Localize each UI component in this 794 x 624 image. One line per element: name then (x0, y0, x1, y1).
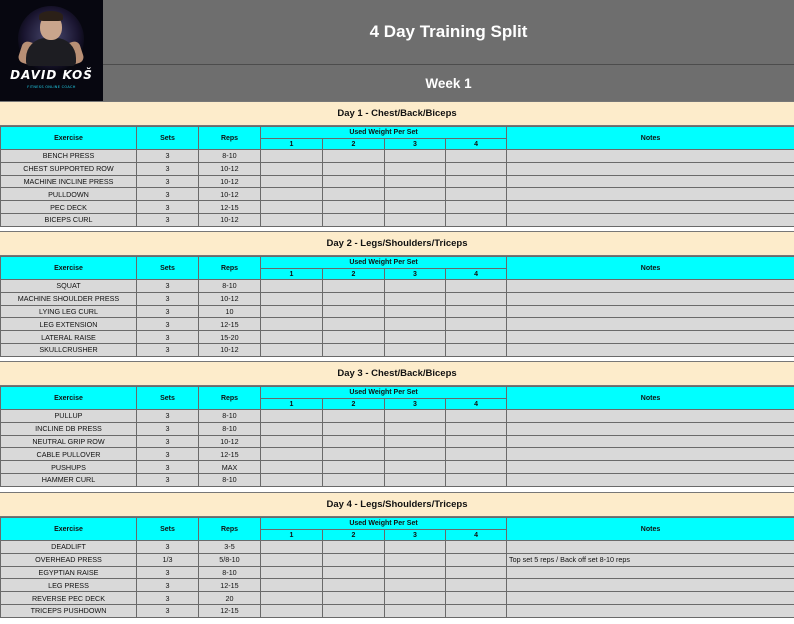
weight-cell-set-1[interactable] (261, 566, 323, 579)
notes-cell[interactable] (507, 213, 794, 226)
exercise-cell[interactable]: OVERHEAD PRESS (1, 553, 137, 566)
table-row (1, 318, 794, 331)
table-row (1, 410, 794, 423)
weight-cell-set-2[interactable] (323, 292, 385, 305)
reps-cell[interactable]: 10-12 (199, 435, 261, 448)
table-row (1, 553, 794, 566)
logo-name: DAVID KOŠ (10, 68, 93, 82)
sets-cell[interactable]: 3 (137, 410, 199, 423)
weight-cell-set-4[interactable] (446, 410, 507, 423)
weight-cell-set-1[interactable] (261, 201, 323, 214)
weight-cell-set-3[interactable] (385, 410, 446, 423)
weight-cell-set-2[interactable] (323, 188, 385, 201)
notes-cell[interactable] (507, 318, 794, 331)
weight-cell-set-1[interactable] (261, 292, 323, 305)
weight-cell-set-4[interactable] (446, 566, 507, 579)
reps-cell[interactable]: 10-12 (199, 343, 261, 356)
notes-cell[interactable] (507, 592, 794, 605)
reps-cell[interactable]: 10-12 (199, 188, 261, 201)
sets-cell[interactable]: 3 (137, 579, 199, 592)
reps-cell[interactable]: 3-5 (199, 541, 261, 554)
sets-cell[interactable]: 3 (137, 162, 199, 175)
reps-cell[interactable]: 8-10 (199, 150, 261, 163)
weight-cell-set-3[interactable] (385, 201, 446, 214)
weight-cell-set-2[interactable] (323, 162, 385, 175)
weight-cell-set-2[interactable] (323, 318, 385, 331)
weight-cell-set-1[interactable] (261, 305, 323, 318)
weight-cell-set-4[interactable] (446, 305, 507, 318)
column-header-set-1: 1 (261, 530, 323, 541)
weight-cell-set-3[interactable] (385, 604, 446, 617)
sets-cell[interactable]: 3 (137, 541, 199, 554)
weight-cell-set-1[interactable] (261, 188, 323, 201)
weight-cell-set-3[interactable] (385, 318, 446, 331)
reps-cell[interactable]: 10-12 (199, 175, 261, 188)
sets-cell[interactable]: 1/3 (137, 553, 199, 566)
logo-tagline: FITNESS ONLINE COACH (27, 85, 76, 89)
day-title: Day 4 - Legs/Shoulders/Triceps (0, 492, 794, 517)
sets-cell[interactable]: 3 (137, 435, 199, 448)
weight-cell-set-2[interactable] (323, 566, 385, 579)
sets-cell[interactable]: 3 (137, 473, 199, 486)
weight-cell-set-2[interactable] (323, 410, 385, 423)
exercise-cell[interactable]: HAMMER CURL (1, 473, 137, 486)
notes-cell[interactable] (507, 435, 794, 448)
notes-cell[interactable] (507, 410, 794, 423)
notes-cell[interactable] (507, 461, 794, 474)
reps-cell[interactable]: 12-15 (199, 201, 261, 214)
page-title: 4 Day Training Split (103, 0, 794, 65)
sets-cell[interactable]: 3 (137, 292, 199, 305)
column-header-sets: Sets (137, 257, 199, 280)
logo-figure-hair (39, 11, 63, 21)
exercise-cell[interactable]: LYING LEG CURL (1, 305, 137, 318)
weight-cell-set-1[interactable] (261, 422, 323, 435)
weight-cell-set-3[interactable] (385, 213, 446, 226)
brand-logo (0, 0, 103, 101)
notes-cell[interactable] (507, 175, 794, 188)
notes-cell[interactable] (507, 541, 794, 554)
weight-cell-set-2[interactable] (323, 473, 385, 486)
reps-cell[interactable]: 12-15 (199, 579, 261, 592)
exercise-cell[interactable]: SKULLCRUSHER (1, 343, 137, 356)
column-header-used-weight: Used Weight Per Set (261, 257, 507, 269)
exercise-cell[interactable]: INCLINE DB PRESS (1, 422, 137, 435)
weight-cell-set-3[interactable] (385, 162, 446, 175)
weight-cell-set-4[interactable] (446, 592, 507, 605)
weight-cell-set-2[interactable] (323, 175, 385, 188)
weight-cell-set-1[interactable] (261, 473, 323, 486)
table-row (1, 162, 794, 175)
reps-cell[interactable]: 8-10 (199, 473, 261, 486)
day-title: Day 1 - Chest/Back/Biceps (0, 101, 794, 126)
column-header-exercise: Exercise (1, 127, 137, 150)
column-header-set-3: 3 (385, 139, 446, 150)
table-row (1, 592, 794, 605)
weight-cell-set-1[interactable] (261, 162, 323, 175)
column-header-reps: Reps (199, 127, 261, 150)
day-section (0, 231, 794, 357)
column-header-used-weight: Used Weight Per Set (261, 518, 507, 530)
notes-cell[interactable] (507, 150, 794, 163)
column-header-reps: Reps (199, 387, 261, 410)
page-header (0, 0, 794, 101)
column-header-used-weight: Used Weight Per Set (261, 127, 507, 139)
column-header-set-3: 3 (385, 399, 446, 410)
notes-cell[interactable] (507, 201, 794, 214)
weight-cell-set-1[interactable] (261, 541, 323, 554)
notes-cell[interactable] (507, 292, 794, 305)
weight-cell-set-3[interactable] (385, 305, 446, 318)
weight-cell-set-2[interactable] (323, 448, 385, 461)
notes-cell[interactable] (507, 579, 794, 592)
weight-cell-set-3[interactable] (385, 422, 446, 435)
table-row (1, 579, 794, 592)
column-header-exercise: Exercise (1, 518, 137, 541)
day-title: Day 3 - Chest/Back/Biceps (0, 361, 794, 386)
notes-cell[interactable] (507, 422, 794, 435)
weight-cell-set-2[interactable] (323, 579, 385, 592)
notes-cell[interactable] (507, 448, 794, 461)
day-section (0, 361, 794, 487)
table-row (1, 422, 794, 435)
weight-cell-set-3[interactable] (385, 435, 446, 448)
table-row (1, 280, 794, 293)
table-row (1, 448, 794, 461)
reps-cell[interactable]: 8-10 (199, 566, 261, 579)
column-header-used-weight: Used Weight Per Set (261, 387, 507, 399)
weight-cell-set-4[interactable] (446, 201, 507, 214)
weight-cell-set-3[interactable] (385, 461, 446, 474)
reps-cell[interactable]: 12-15 (199, 448, 261, 461)
exercise-cell[interactable]: PUSHUPS (1, 461, 137, 474)
sets-cell[interactable]: 3 (137, 604, 199, 617)
exercise-cell[interactable]: LATERAL RAISE (1, 331, 137, 344)
reps-cell[interactable]: 10 (199, 305, 261, 318)
exercise-cell[interactable]: LEG PRESS (1, 579, 137, 592)
weight-cell-set-4[interactable] (446, 213, 507, 226)
weight-cell-set-1[interactable] (261, 435, 323, 448)
weight-cell-set-2[interactable] (323, 461, 385, 474)
exercise-cell[interactable]: EGYPTIAN RAISE (1, 566, 137, 579)
exercise-cell[interactable]: LEG EXTENSION (1, 318, 137, 331)
column-header-set-4: 4 (446, 139, 507, 150)
notes-cell[interactable] (507, 305, 794, 318)
exercise-table (0, 517, 794, 618)
column-header-set-2: 2 (323, 530, 385, 541)
exercise-cell[interactable]: CABLE PULLOVER (1, 448, 137, 461)
reps-cell[interactable]: 15-20 (199, 331, 261, 344)
weight-cell-set-2[interactable] (323, 150, 385, 163)
reps-cell[interactable]: 8-10 (199, 422, 261, 435)
table-row (1, 566, 794, 579)
weight-cell-set-4[interactable] (446, 331, 507, 344)
weight-cell-set-3[interactable] (385, 473, 446, 486)
sets-cell[interactable]: 3 (137, 422, 199, 435)
exercise-cell[interactable]: TRICEPS PUSHDOWN (1, 604, 137, 617)
weight-cell-set-4[interactable] (446, 448, 507, 461)
reps-cell[interactable]: 12-15 (199, 318, 261, 331)
weight-cell-set-1[interactable] (261, 604, 323, 617)
weight-cell-set-3[interactable] (385, 280, 446, 293)
table-row (1, 305, 794, 318)
table-row (1, 473, 794, 486)
column-header-set-4: 4 (446, 530, 507, 541)
day-section (0, 101, 794, 227)
notes-cell[interactable] (507, 331, 794, 344)
weight-cell-set-2[interactable] (323, 604, 385, 617)
sets-cell[interactable]: 3 (137, 318, 199, 331)
sets-cell[interactable]: 3 (137, 343, 199, 356)
weight-cell-set-3[interactable] (385, 592, 446, 605)
weight-cell-set-4[interactable] (446, 422, 507, 435)
column-header-reps: Reps (199, 518, 261, 541)
exercise-cell[interactable]: MACHINE SHOULDER PRESS (1, 292, 137, 305)
table-row (1, 604, 794, 617)
column-header-set-4: 4 (446, 399, 507, 410)
weight-cell-set-4[interactable] (446, 579, 507, 592)
weight-cell-set-4[interactable] (446, 175, 507, 188)
weight-cell-set-2[interactable] (323, 201, 385, 214)
weight-cell-set-2[interactable] (323, 422, 385, 435)
weight-cell-set-2[interactable] (323, 592, 385, 605)
table-row (1, 292, 794, 305)
sets-cell[interactable]: 3 (137, 566, 199, 579)
sets-cell[interactable]: 3 (137, 331, 199, 344)
table-row (1, 213, 794, 226)
weight-cell-set-1[interactable] (261, 280, 323, 293)
reps-cell[interactable]: 20 (199, 592, 261, 605)
table-row (1, 150, 794, 163)
column-header-set-4: 4 (446, 269, 507, 280)
weight-cell-set-2[interactable] (323, 213, 385, 226)
notes-cell[interactable]: Top set 5 reps / Back off set 8-10 reps (507, 553, 794, 566)
sets-cell[interactable]: 3 (137, 213, 199, 226)
column-header-exercise: Exercise (1, 387, 137, 410)
weight-cell-set-2[interactable] (323, 553, 385, 566)
sets-cell[interactable]: 3 (137, 305, 199, 318)
notes-cell[interactable] (507, 162, 794, 175)
column-header-set-1: 1 (261, 139, 323, 150)
weight-cell-set-2[interactable] (323, 305, 385, 318)
weight-cell-set-3[interactable] (385, 331, 446, 344)
weight-cell-set-4[interactable] (446, 435, 507, 448)
column-header-notes: Notes (507, 257, 794, 280)
notes-cell[interactable] (507, 280, 794, 293)
weight-cell-set-1[interactable] (261, 331, 323, 344)
exercise-cell[interactable]: MACHINE INCLINE PRESS (1, 175, 137, 188)
weight-cell-set-2[interactable] (323, 435, 385, 448)
week-label: Week 1 (103, 65, 794, 101)
notes-cell[interactable] (507, 188, 794, 201)
exercise-cell[interactable]: PULLUP (1, 410, 137, 423)
exercise-cell[interactable]: REVERSE PEC DECK (1, 592, 137, 605)
weight-cell-set-4[interactable] (446, 461, 507, 474)
exercise-table (0, 126, 794, 227)
column-header-sets: Sets (137, 127, 199, 150)
table-row (1, 331, 794, 344)
table-row (1, 343, 794, 356)
table-row (1, 201, 794, 214)
exercise-cell[interactable]: PEC DECK (1, 201, 137, 214)
sets-cell[interactable]: 3 (137, 448, 199, 461)
sets-cell[interactable]: 3 (137, 461, 199, 474)
day-section (0, 492, 794, 618)
table-row (1, 461, 794, 474)
weight-cell-set-1[interactable] (261, 318, 323, 331)
weight-cell-set-4[interactable] (446, 162, 507, 175)
column-header-notes: Notes (507, 518, 794, 541)
table-row (1, 175, 794, 188)
weight-cell-set-1[interactable] (261, 343, 323, 356)
exercise-cell[interactable]: DEADLIFT (1, 541, 137, 554)
day-title: Day 2 - Legs/Shoulders/Triceps (0, 231, 794, 256)
weight-cell-set-4[interactable] (446, 280, 507, 293)
exercise-table (0, 256, 794, 357)
exercise-cell[interactable]: NEUTRAL GRIP ROW (1, 435, 137, 448)
weight-cell-set-3[interactable] (385, 343, 446, 356)
notes-cell[interactable] (507, 604, 794, 617)
exercise-table (0, 386, 794, 487)
column-header-notes: Notes (507, 127, 794, 150)
exercise-cell[interactable]: BICEPS CURL (1, 213, 137, 226)
weight-cell-set-4[interactable] (446, 292, 507, 305)
column-header-reps: Reps (199, 257, 261, 280)
weight-cell-set-2[interactable] (323, 331, 385, 344)
weight-cell-set-2[interactable] (323, 541, 385, 554)
weight-cell-set-1[interactable] (261, 553, 323, 566)
column-header-set-2: 2 (323, 269, 385, 280)
weight-cell-set-4[interactable] (446, 553, 507, 566)
table-row (1, 188, 794, 201)
weight-cell-set-4[interactable] (446, 343, 507, 356)
weight-cell-set-4[interactable] (446, 188, 507, 201)
sets-cell[interactable]: 3 (137, 592, 199, 605)
reps-cell[interactable]: 10-12 (199, 162, 261, 175)
notes-cell[interactable] (507, 566, 794, 579)
column-header-set-3: 3 (385, 530, 446, 541)
weight-cell-set-3[interactable] (385, 579, 446, 592)
reps-cell[interactable]: 10-12 (199, 213, 261, 226)
logo-figure-body (26, 38, 76, 66)
column-header-sets: Sets (137, 387, 199, 410)
reps-cell[interactable]: 8-10 (199, 410, 261, 423)
weight-cell-set-3[interactable] (385, 448, 446, 461)
table-row (1, 541, 794, 554)
column-header-sets: Sets (137, 518, 199, 541)
reps-cell[interactable]: 5/8-10 (199, 553, 261, 566)
weight-cell-set-1[interactable] (261, 213, 323, 226)
table-row (1, 435, 794, 448)
notes-cell[interactable] (507, 343, 794, 356)
sets-cell[interactable]: 3 (137, 150, 199, 163)
reps-cell[interactable]: MAX (199, 461, 261, 474)
sets-cell[interactable]: 3 (137, 175, 199, 188)
exercise-cell[interactable]: CHEST SUPPORTED ROW (1, 162, 137, 175)
reps-cell[interactable]: 8-10 (199, 280, 261, 293)
notes-cell[interactable] (507, 473, 794, 486)
sets-cell[interactable]: 3 (137, 201, 199, 214)
exercise-cell[interactable]: BENCH PRESS (1, 150, 137, 163)
weight-cell-set-1[interactable] (261, 579, 323, 592)
weight-cell-set-4[interactable] (446, 150, 507, 163)
weight-cell-set-3[interactable] (385, 188, 446, 201)
weight-cell-set-2[interactable] (323, 343, 385, 356)
sets-cell[interactable]: 3 (137, 280, 199, 293)
weight-cell-set-1[interactable] (261, 592, 323, 605)
exercise-cell[interactable]: PULLDOWN (1, 188, 137, 201)
column-header-notes: Notes (507, 387, 794, 410)
weight-cell-set-2[interactable] (323, 280, 385, 293)
weight-cell-set-1[interactable] (261, 410, 323, 423)
column-header-set-2: 2 (323, 399, 385, 410)
weight-cell-set-3[interactable] (385, 541, 446, 554)
weight-cell-set-3[interactable] (385, 292, 446, 305)
column-header-set-1: 1 (261, 269, 323, 280)
weight-cell-set-4[interactable] (446, 604, 507, 617)
exercise-cell[interactable]: SQUAT (1, 280, 137, 293)
weight-cell-set-3[interactable] (385, 150, 446, 163)
reps-cell[interactable]: 10-12 (199, 292, 261, 305)
weight-cell-set-4[interactable] (446, 318, 507, 331)
sets-cell[interactable]: 3 (137, 188, 199, 201)
reps-cell[interactable]: 12-15 (199, 604, 261, 617)
weight-cell-set-3[interactable] (385, 566, 446, 579)
weight-cell-set-4[interactable] (446, 473, 507, 486)
weight-cell-set-1[interactable] (261, 461, 323, 474)
weight-cell-set-4[interactable] (446, 541, 507, 554)
weight-cell-set-1[interactable] (261, 150, 323, 163)
weight-cell-set-1[interactable] (261, 175, 323, 188)
column-header-set-3: 3 (385, 269, 446, 280)
column-header-set-1: 1 (261, 399, 323, 410)
weight-cell-set-3[interactable] (385, 553, 446, 566)
column-header-exercise: Exercise (1, 257, 137, 280)
weight-cell-set-3[interactable] (385, 175, 446, 188)
weight-cell-set-1[interactable] (261, 448, 323, 461)
column-header-set-2: 2 (323, 139, 385, 150)
